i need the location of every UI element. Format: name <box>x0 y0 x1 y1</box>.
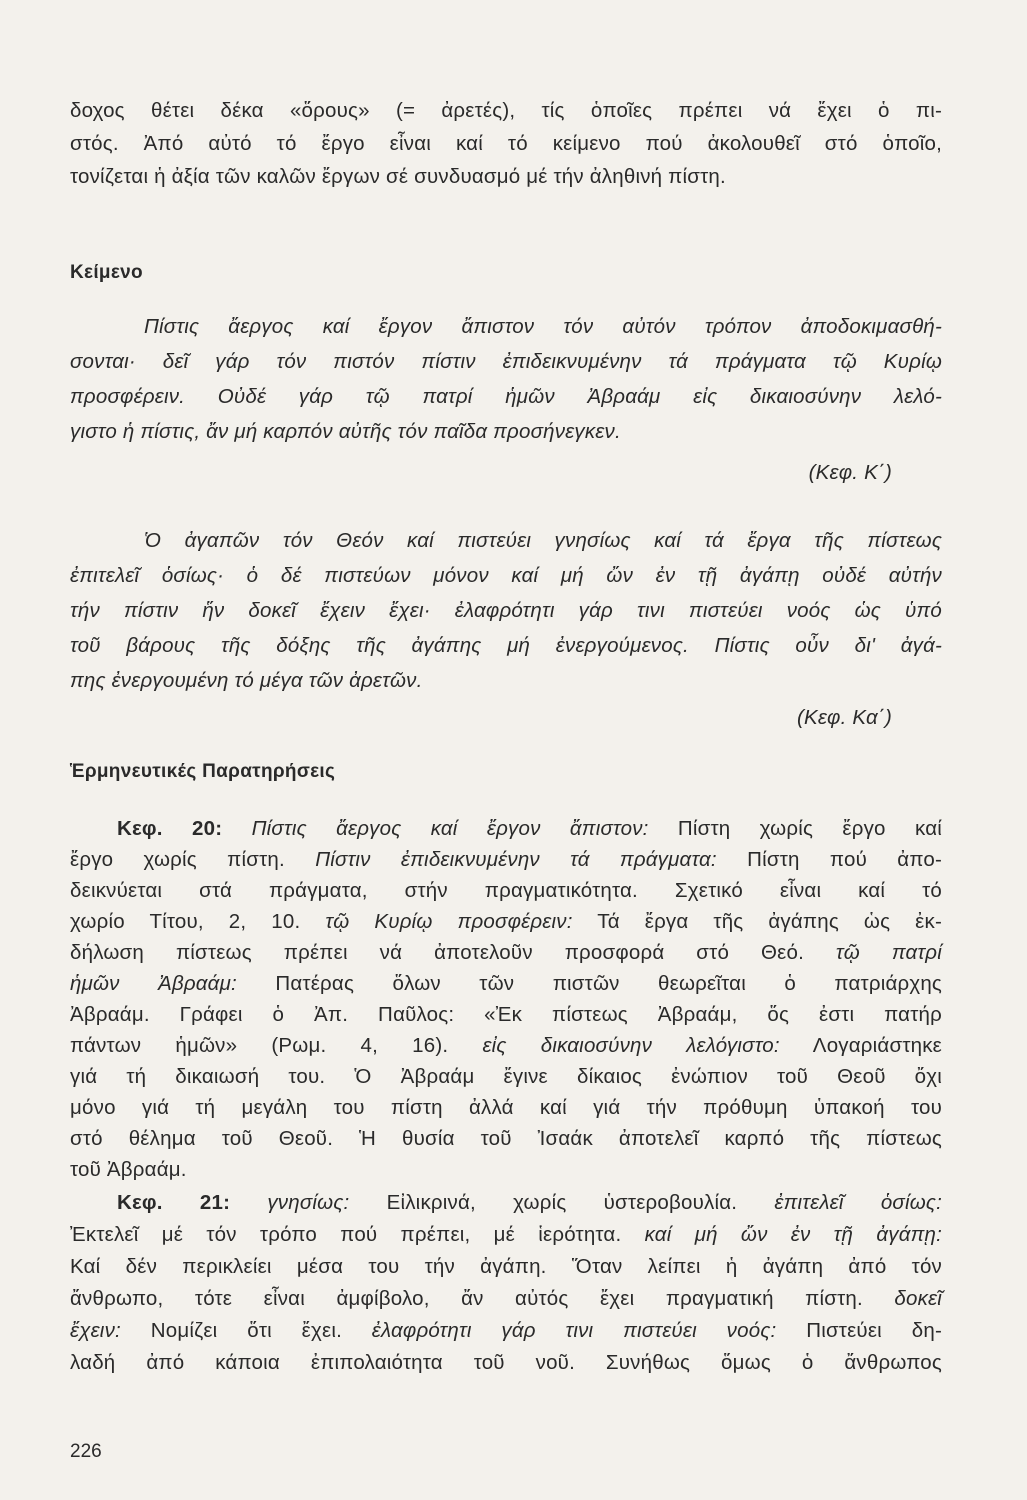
quoted-phrase: Πίστις ἄεργος καί ἔργον ἄπιστον: <box>251 817 649 840</box>
note-text: δήλωση πίστεως πρέπει νά ἀποτελοῦν προσφορά στό Θεό. <box>70 941 836 964</box>
note-line <box>70 1031 942 1061</box>
text-line: τήν πίστιν ἥν δοκεῖ ἔχειν ἔχει· ἐλαφρότητι γάρ τινι πιστεύει νοός ὡς ὑπό <box>70 599 942 622</box>
text-line: προσφέρειν. Οὐδέ γάρ τῷ πατρί ἡμῶν Ἀβραάμ εἰς δικαιοσύνην λελό- <box>70 385 942 408</box>
note-text: Τά ἔργα τῆς ἀγάπης ὡς ἐκ- <box>572 910 942 933</box>
text-line: Ὁ ἀγαπῶν τόν Θεόν καί πιστεύει γνησίως καί τά ἔργα τῆς πίστεως <box>144 529 942 552</box>
chapter-reference-2: (Κεφ. Κα΄) <box>796 706 892 729</box>
note-text: στό θέλημα τοῦ Θεοῦ. Ἡ θυσία τοῦ Ἰσαάκ ἀποτελεῖ καρπό τῆς πίστεως <box>70 1127 942 1150</box>
note-line <box>70 907 942 937</box>
note-line <box>70 1062 942 1092</box>
text-line: πης ἐνεργουμένη τό μέγα τῶν ἀρετῶν. <box>70 669 423 692</box>
note-line <box>117 1188 942 1218</box>
quoted-phrase: δοκεῖ <box>894 1287 942 1310</box>
note-line <box>70 1155 942 1185</box>
note-text: γιά τή δικαιωσή του. Ὁ Ἀβραάμ ἔγινε δίκαιος ἐνώπιον τοῦ Θεοῦ ὄχι <box>70 1065 942 1088</box>
note-line <box>70 1316 942 1346</box>
quoted-phrase: ἡμῶν Ἀβραάμ: <box>70 972 237 995</box>
chapter-reference-1: (Κεφ. Κ΄) <box>808 461 892 484</box>
note-text: Πίστη πού ἀπο- <box>716 848 943 871</box>
quoted-phrase: καί μή ὤν ἐν τῇ ἀγάπῃ: <box>644 1223 942 1246</box>
page-number: 226 <box>70 1441 102 1462</box>
chapter-label: Κεφ. 21: <box>117 1191 268 1214</box>
quoted-phrase: εἰς δικαιοσύνην λελόγιστο: <box>482 1034 780 1057</box>
note-text: ἔργο χωρίς πίστη. <box>70 848 316 871</box>
note-line <box>70 876 942 906</box>
note-line <box>70 969 942 999</box>
quoted-phrase: Πίστιν ἐπιδεικνυμένην τά πράγματα: <box>315 848 717 871</box>
quoted-phrase: τῷ Κυρίῳ προσφέρειν: <box>325 910 573 933</box>
note-line <box>70 1284 942 1314</box>
note-line <box>117 814 942 844</box>
heading-keimeno: Κείμενο <box>70 262 143 283</box>
note-text: Εἰλικρινά, χωρίς ὑστεροβουλία. <box>349 1191 775 1214</box>
note-line <box>70 1252 942 1282</box>
quoted-phrase: ἔχειν: <box>70 1319 121 1342</box>
note-line <box>70 1348 942 1378</box>
note-text: ἄνθρωπο, τότε εἶναι ἀμφίβολο, ἄν αὐτός ἔχει πραγματική πίστη. <box>70 1287 895 1310</box>
text-line: ἐπιτελεῖ ὁσίως· ὁ δέ πιστεύων μόνον καί μή ὤν ἐν τῇ ἀγάπῃ οὐδέ αὐτήν <box>70 564 942 587</box>
text-line: Πίστις ἄεργος καί ἔργον ἄπιστον τόν αὐτόν τρόπον ἀποδοκιμασθή- <box>144 315 942 338</box>
note-text: μόνο γιά τή μεγάλη του πίστη ἀλλά καί γιά τήν πρόθυμη ὑπακοή του <box>70 1096 942 1119</box>
note-text: χωρίο Τίτου, 2, 10. <box>70 910 326 933</box>
quoted-phrase: ἐπιτελεῖ ὁσίως: <box>774 1191 942 1214</box>
note-text: Πιστεύει δη- <box>776 1319 942 1342</box>
note-text: Ἐκτελεῖ μέ τόν τρόπο πού πρέπει, μέ ἱερότητα. <box>70 1223 645 1246</box>
note-line <box>70 1124 942 1154</box>
note-text: λαδή ἀπό κάποια ἐπιπολαιότητα τοῦ νοῦ. Συνήθως ὅμως ὁ ἄνθρωπος <box>70 1351 942 1374</box>
note-text: Λογαριάστηκε <box>779 1034 943 1057</box>
note-line <box>70 1220 942 1250</box>
note-text: δεικνύεται στά πράγματα, στήν πραγματικότητα. Σχετικό εἶναι καί τό <box>70 879 942 902</box>
note-line <box>70 1093 942 1123</box>
text-line: τονίζεται ἡ ἀξία τῶν καλῶν ἔργων σέ συνδυασμό μέ τήν ἀληθινή πίστη. <box>70 165 726 188</box>
text-line: γιστο ἡ πίστις, ἄν μή καρπόν αὐτῆς τόν παῖδα προσήνεγκεν. <box>70 420 621 443</box>
note-text: πάντων ἡμῶν» (Ρωμ. 4, 16). <box>70 1034 483 1057</box>
note-line <box>70 1000 942 1030</box>
note-text: Πατέρας ὅλων τῶν πιστῶν θεωρεῖται ὁ πατριάρχης <box>236 972 943 995</box>
text-line: δοχος θέτει δέκα «ὅρους» (= ἀρετές), τίς ὁποῖες πρέπει νά ἔχει ὁ πι- <box>70 99 942 122</box>
note-line <box>70 845 942 875</box>
note-text: Νομίζει ὅτι ἔχει. <box>120 1319 372 1342</box>
quoted-phrase: ἐλαφρότητι γάρ τινι πιστεύει νοός: <box>371 1319 777 1342</box>
book-page <box>70 0 950 1500</box>
text-line: σονται· δεῖ γάρ τόν πιστόν πίστιν ἐπιδεικνυμένην τά πράγματα τῷ Κυρίῳ <box>70 350 942 373</box>
quoted-phrase: τῷ πατρί <box>835 941 942 964</box>
text-line: στός. Ἀπό αὐτό τό ἔργο εἶναι καί τό κείμενο πού ἀκολουθεῖ στό ὁποῖο, <box>70 132 942 155</box>
note-text: Καί δέν περικλείει μέσα του τήν ἀγάπη. Ὅταν λείπει ἡ ἀγάπη ἀπό τόν <box>70 1255 942 1278</box>
note-text: Πίστη χωρίς ἔργο καί <box>648 817 942 840</box>
quoted-phrase: γνησίως: <box>267 1191 350 1214</box>
heading-interpretive-notes: Ἑρμηνευτικές Παρατηρήσεις <box>70 761 336 782</box>
note-text: Ἀβραάμ. Γράφει ὁ Ἀπ. Παῦλος: «Ἐκ πίστεως Ἀβραάμ, ὅς ἐστι πατήρ <box>70 1003 942 1026</box>
text-line: τοῦ βάρους τῆς δόξης τῆς ἀγάπης μή ἐνεργούμενος. Πίστις οὖν δι' ἀγά- <box>70 634 942 657</box>
note-line <box>70 938 942 968</box>
chapter-label: Κεφ. 20: <box>117 817 252 840</box>
note-text: τοῦ Ἀβραάμ. <box>70 1158 187 1181</box>
